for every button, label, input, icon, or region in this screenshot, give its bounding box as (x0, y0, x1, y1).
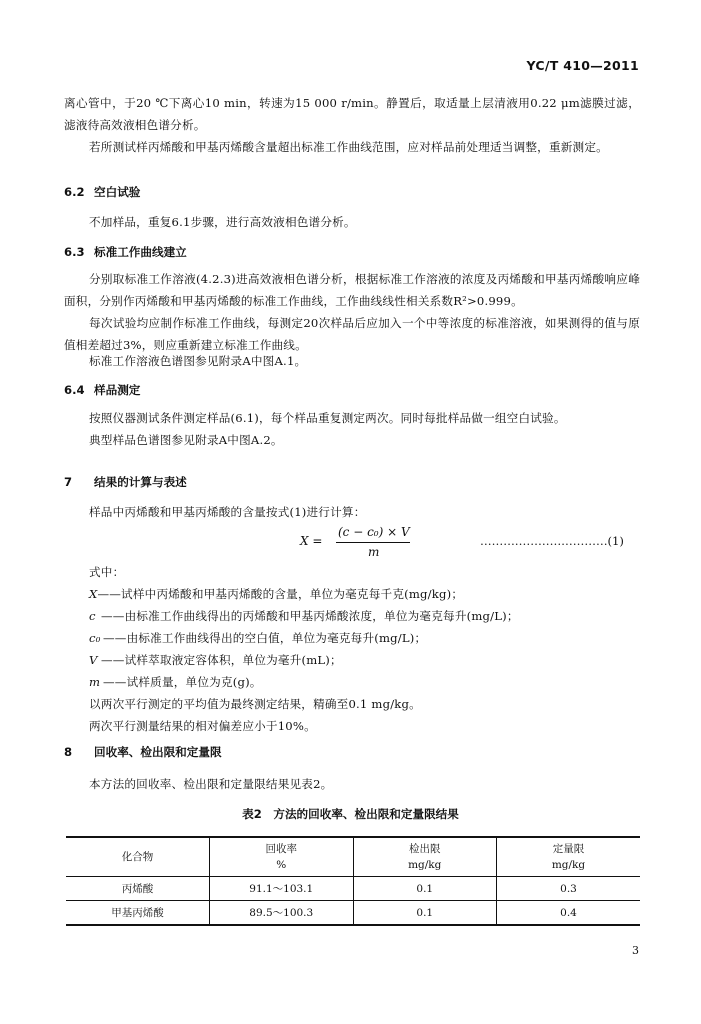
blank-test-text: 不加样品，重复6.1步骤，进行高效液相色谱分析。 (89, 215, 356, 229)
cell-recovery: 89.5～100.3 (210, 901, 354, 926)
result-rule-2: 两次平行测量结果的相对偏差应小于10%。 (89, 719, 316, 733)
standard-code: YC/T 410—2011 (526, 58, 639, 73)
section-title: 结果的计算与表述 (94, 475, 187, 489)
table-row (66, 901, 640, 926)
table-header-row (66, 837, 640, 877)
section-number: 6.2 (64, 185, 85, 199)
definition-item (89, 652, 342, 668)
cell-loq: 0.3 (497, 877, 641, 901)
table-row (66, 877, 640, 901)
section-title: 样品测定 (94, 383, 141, 397)
section-heading-6-3 (64, 244, 187, 260)
fraction-bar (336, 542, 410, 543)
formula-denominator: m (368, 545, 380, 559)
header-label: 回收率 (265, 843, 297, 855)
definition-item (89, 674, 262, 690)
definition-text: ——由标准工作曲线得出的空白值，单位为毫克每升(mg/L)； (103, 631, 427, 645)
definition-text: ——由标准工作曲线得出的丙烯酸和甲基丙烯酸浓度，单位为毫克每升(mg/L)； (101, 609, 519, 623)
cell-loq: 0.4 (497, 901, 641, 926)
definition-item (89, 630, 426, 646)
header-label: 化合物 (121, 851, 154, 863)
section-number: 7 (64, 475, 73, 489)
formula-lhs: X = (300, 534, 323, 548)
calibration-check-paragraph: 每次试验均应制作标准工作曲线，每测定20次样品后应加入一个中等浓度的标准溶液，如果测得的值与原值相差超过3%，则应重新建立标准工作曲线。 (64, 316, 640, 352)
section-heading-8 (64, 744, 222, 760)
cell-lod: 0.1 (353, 901, 497, 926)
definition-text: ——试样萃取液定容体积，单位为毫升(mL)； (101, 653, 342, 667)
formula-number: ……………………………(1) (480, 534, 624, 548)
results-table (66, 836, 640, 926)
section-heading-6-4 (64, 382, 140, 398)
section-title: 回收率、检出限和定量限 (94, 745, 222, 759)
definition-item (89, 608, 519, 624)
sample-chromatogram-note: 典型样品色谱图参见附录A中图A.2。 (89, 433, 283, 447)
definition-text: ——试样中丙烯酸和甲基丙烯酸的含量，单位为毫克每千克(mg/kg)； (97, 587, 464, 601)
header-label: 定量限 (552, 843, 585, 855)
header-recovery (210, 837, 354, 877)
section-number: 6.4 (64, 383, 85, 397)
paragraph-range-note: 若所测试样丙烯酸和甲基丙烯酸含量超出标准工作曲线范围，应对样品前处理适当调整，重新测定。 (89, 140, 608, 154)
calibration-paragraph: 分别取标准工作溶液(4.2.3)进高效液相色谱分析，根据标准工作溶液的浓度及丙烯酸和甲基丙烯酸响应峰面积，分别作丙烯酸和甲基丙烯酸的标准工作曲线，工作曲线线性相关系数R²>0.999。 (64, 272, 640, 308)
cell-compound: 甲基丙烯酸 (66, 901, 210, 926)
definition-symbol: m (89, 675, 101, 689)
continued-paragraph: 离心管中，于20 ℃下离心10 min，转速为15 000 r/min。静置后，取适量上层清液用0.22 μm滤膜过滤，滤液待高效液相色谱分析。 (64, 96, 640, 132)
calibration-chromatogram-note: 标准工作溶液色谱图参见附录A中图A.1。 (89, 354, 307, 368)
table-title: 表2 方法的回收率、检出限和定量限结果 (242, 807, 459, 821)
header-label: 检出限 (409, 843, 441, 855)
where-label: 式中： (89, 565, 125, 579)
header-lod (353, 837, 497, 877)
section-heading-6-2 (64, 184, 140, 200)
section-title: 标准工作曲线建立 (94, 245, 187, 259)
section-number: 8 (64, 745, 73, 759)
calculation-intro: 样品中丙烯酸和甲基丙烯酸的含量按式(1)进行计算： (89, 505, 366, 519)
header-unit: mg/kg (408, 859, 442, 871)
definition-symbol: X (89, 587, 98, 601)
formula-numerator: (c − c₀) × V (338, 525, 410, 539)
cell-recovery: 91.1～103.1 (210, 877, 354, 901)
table-reference-text: 本方法的回收率、检出限和定量限结果见表2。 (89, 777, 333, 791)
definition-item (89, 586, 463, 602)
cell-compound: 丙烯酸 (66, 877, 210, 901)
result-rule-1: 以两次平行测定的平均值为最终测定结果，精确至0.1 mg/kg。 (89, 697, 421, 711)
definition-symbol: c (89, 609, 96, 623)
section-number: 6.3 (64, 245, 85, 259)
header-unit: mg/kg (551, 859, 586, 871)
sample-measurement-text: 按照仪器测试条件测定样品(6.1)，每个样品重复测定两次。同时每批样品做一组空白试验。 (89, 411, 566, 425)
header-loq (497, 837, 641, 877)
section-title: 空白试验 (94, 185, 141, 199)
definition-text: ——试样质量，单位为克(g)。 (103, 675, 262, 689)
header-compound (66, 837, 210, 877)
section-heading-7 (64, 474, 187, 490)
formula-1 (300, 524, 415, 564)
header-unit: % (276, 859, 287, 871)
cell-lod: 0.1 (353, 877, 497, 901)
page-number: 3 (632, 944, 639, 957)
definition-symbol: V (89, 653, 98, 667)
definition-symbol: c₀ (89, 631, 101, 645)
